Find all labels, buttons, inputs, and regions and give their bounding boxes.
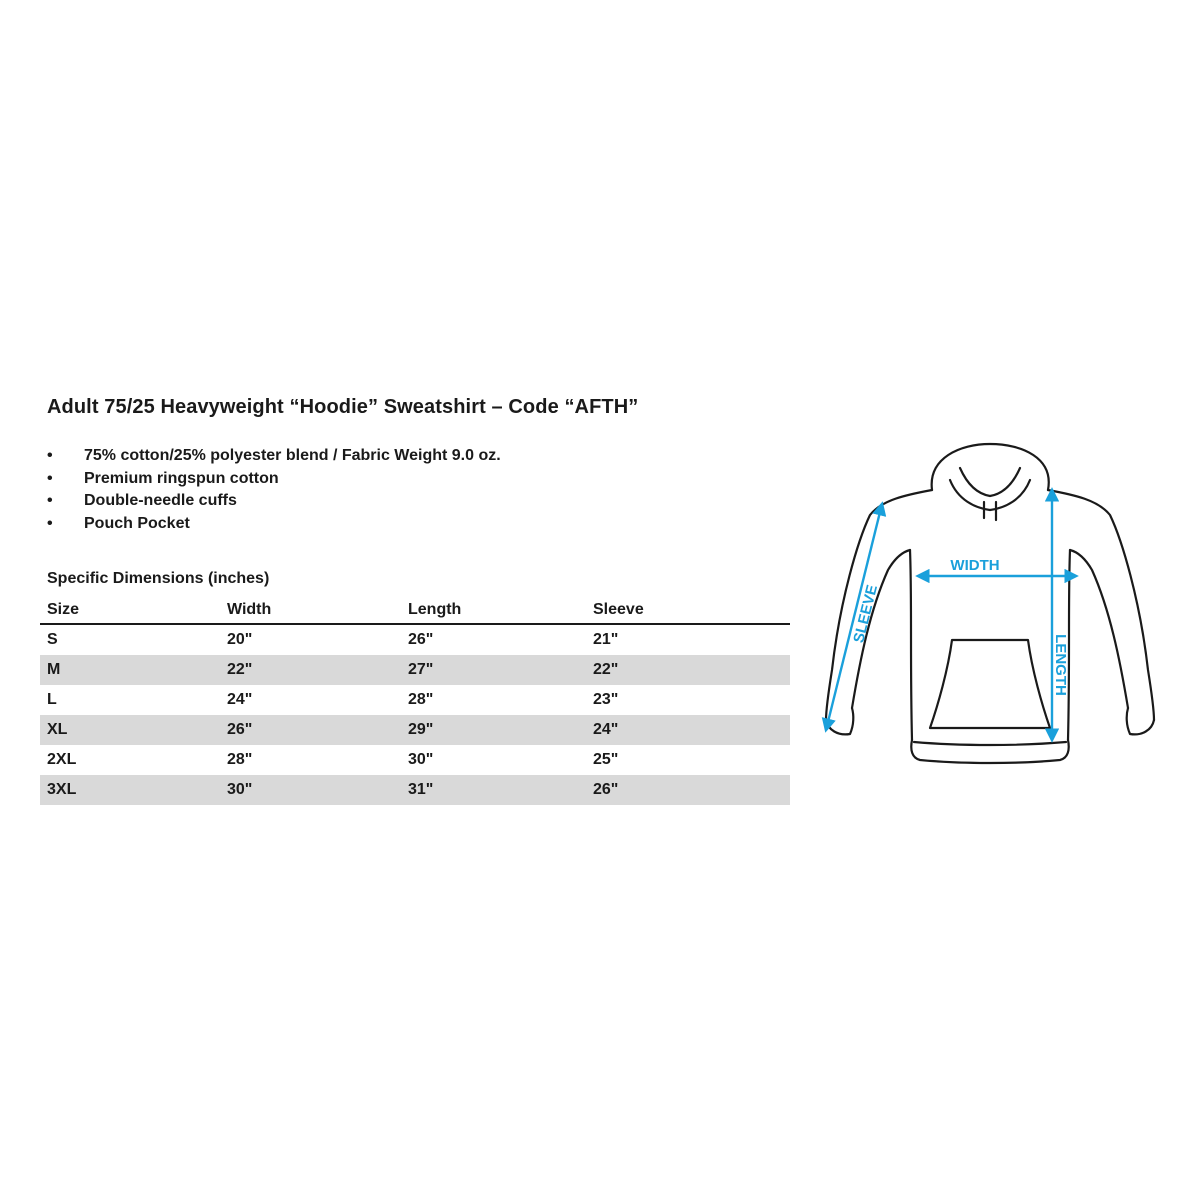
- table-row: [40, 655, 790, 685]
- page-title: Adult 75/25 Heavyweight “Hoodie” Sweatshirt – Code “AFTH”: [47, 396, 639, 418]
- table-row: [40, 625, 790, 655]
- feature-list: [47, 445, 501, 535]
- width-cell: 28": [227, 751, 253, 768]
- size-cell: M: [47, 661, 61, 678]
- feature-item: [47, 468, 501, 491]
- feature-text: Pouch Pocket: [84, 514, 190, 532]
- hoodie-diagram: [810, 440, 1170, 780]
- size-cell: 3XL: [47, 781, 77, 798]
- size-cell: L: [47, 691, 57, 708]
- table-row: [40, 685, 790, 715]
- feature-item: [47, 445, 501, 468]
- size-cell: 2XL: [47, 751, 77, 768]
- length-cell: 28": [408, 691, 434, 708]
- table-header: [40, 596, 790, 625]
- sleeve-cell: 23": [593, 691, 619, 708]
- sleeve-cell: 25": [593, 751, 619, 768]
- table-row: [40, 775, 790, 805]
- width-cell: 20": [227, 631, 253, 648]
- table-row: [40, 715, 790, 745]
- feature-text: 75% cotton/25% polyester blend / Fabric Weight 9.0 oz.: [84, 447, 501, 464]
- width-cell: 30": [227, 781, 253, 798]
- length-cell: 27": [408, 661, 434, 678]
- size-table: [40, 596, 790, 805]
- sleeve-cell: 26": [593, 781, 619, 798]
- sleeve-cell: 21": [593, 631, 619, 648]
- sleeve-cell: 24": [593, 721, 619, 738]
- sleeve-label: SLEEVE: [850, 583, 882, 645]
- header-size: Size: [47, 601, 80, 618]
- feature-item: [47, 490, 501, 513]
- width-cell: 26": [227, 721, 253, 738]
- length-cell: 31": [408, 781, 434, 798]
- feature-item: [47, 513, 501, 536]
- size-cell: XL: [47, 721, 68, 738]
- feature-text: Double-needle cuffs: [84, 492, 237, 509]
- bullet-icon: •: [47, 447, 53, 464]
- size-cell: S: [47, 631, 58, 648]
- length-cell: 26": [408, 631, 434, 648]
- width-cell: 22": [227, 661, 253, 678]
- length-cell: 30": [408, 751, 434, 768]
- width-label: WIDTH: [950, 557, 1000, 574]
- width-cell: 24": [227, 691, 253, 708]
- bullet-icon: •: [47, 492, 53, 509]
- dimensions-caption: Specific Dimensions (inches): [47, 570, 270, 587]
- header-width: Width: [227, 601, 272, 618]
- length-label: LENGTH: [1052, 634, 1069, 696]
- header-length: Length: [408, 601, 462, 618]
- table-row: [40, 745, 790, 775]
- bullet-icon: •: [47, 469, 53, 487]
- length-cell: 29": [408, 721, 434, 738]
- header-sleeve: Sleeve: [593, 601, 644, 618]
- sleeve-cell: 22": [593, 661, 619, 678]
- feature-text: Premium ringspun cotton: [84, 469, 279, 487]
- bullet-icon: •: [47, 514, 53, 532]
